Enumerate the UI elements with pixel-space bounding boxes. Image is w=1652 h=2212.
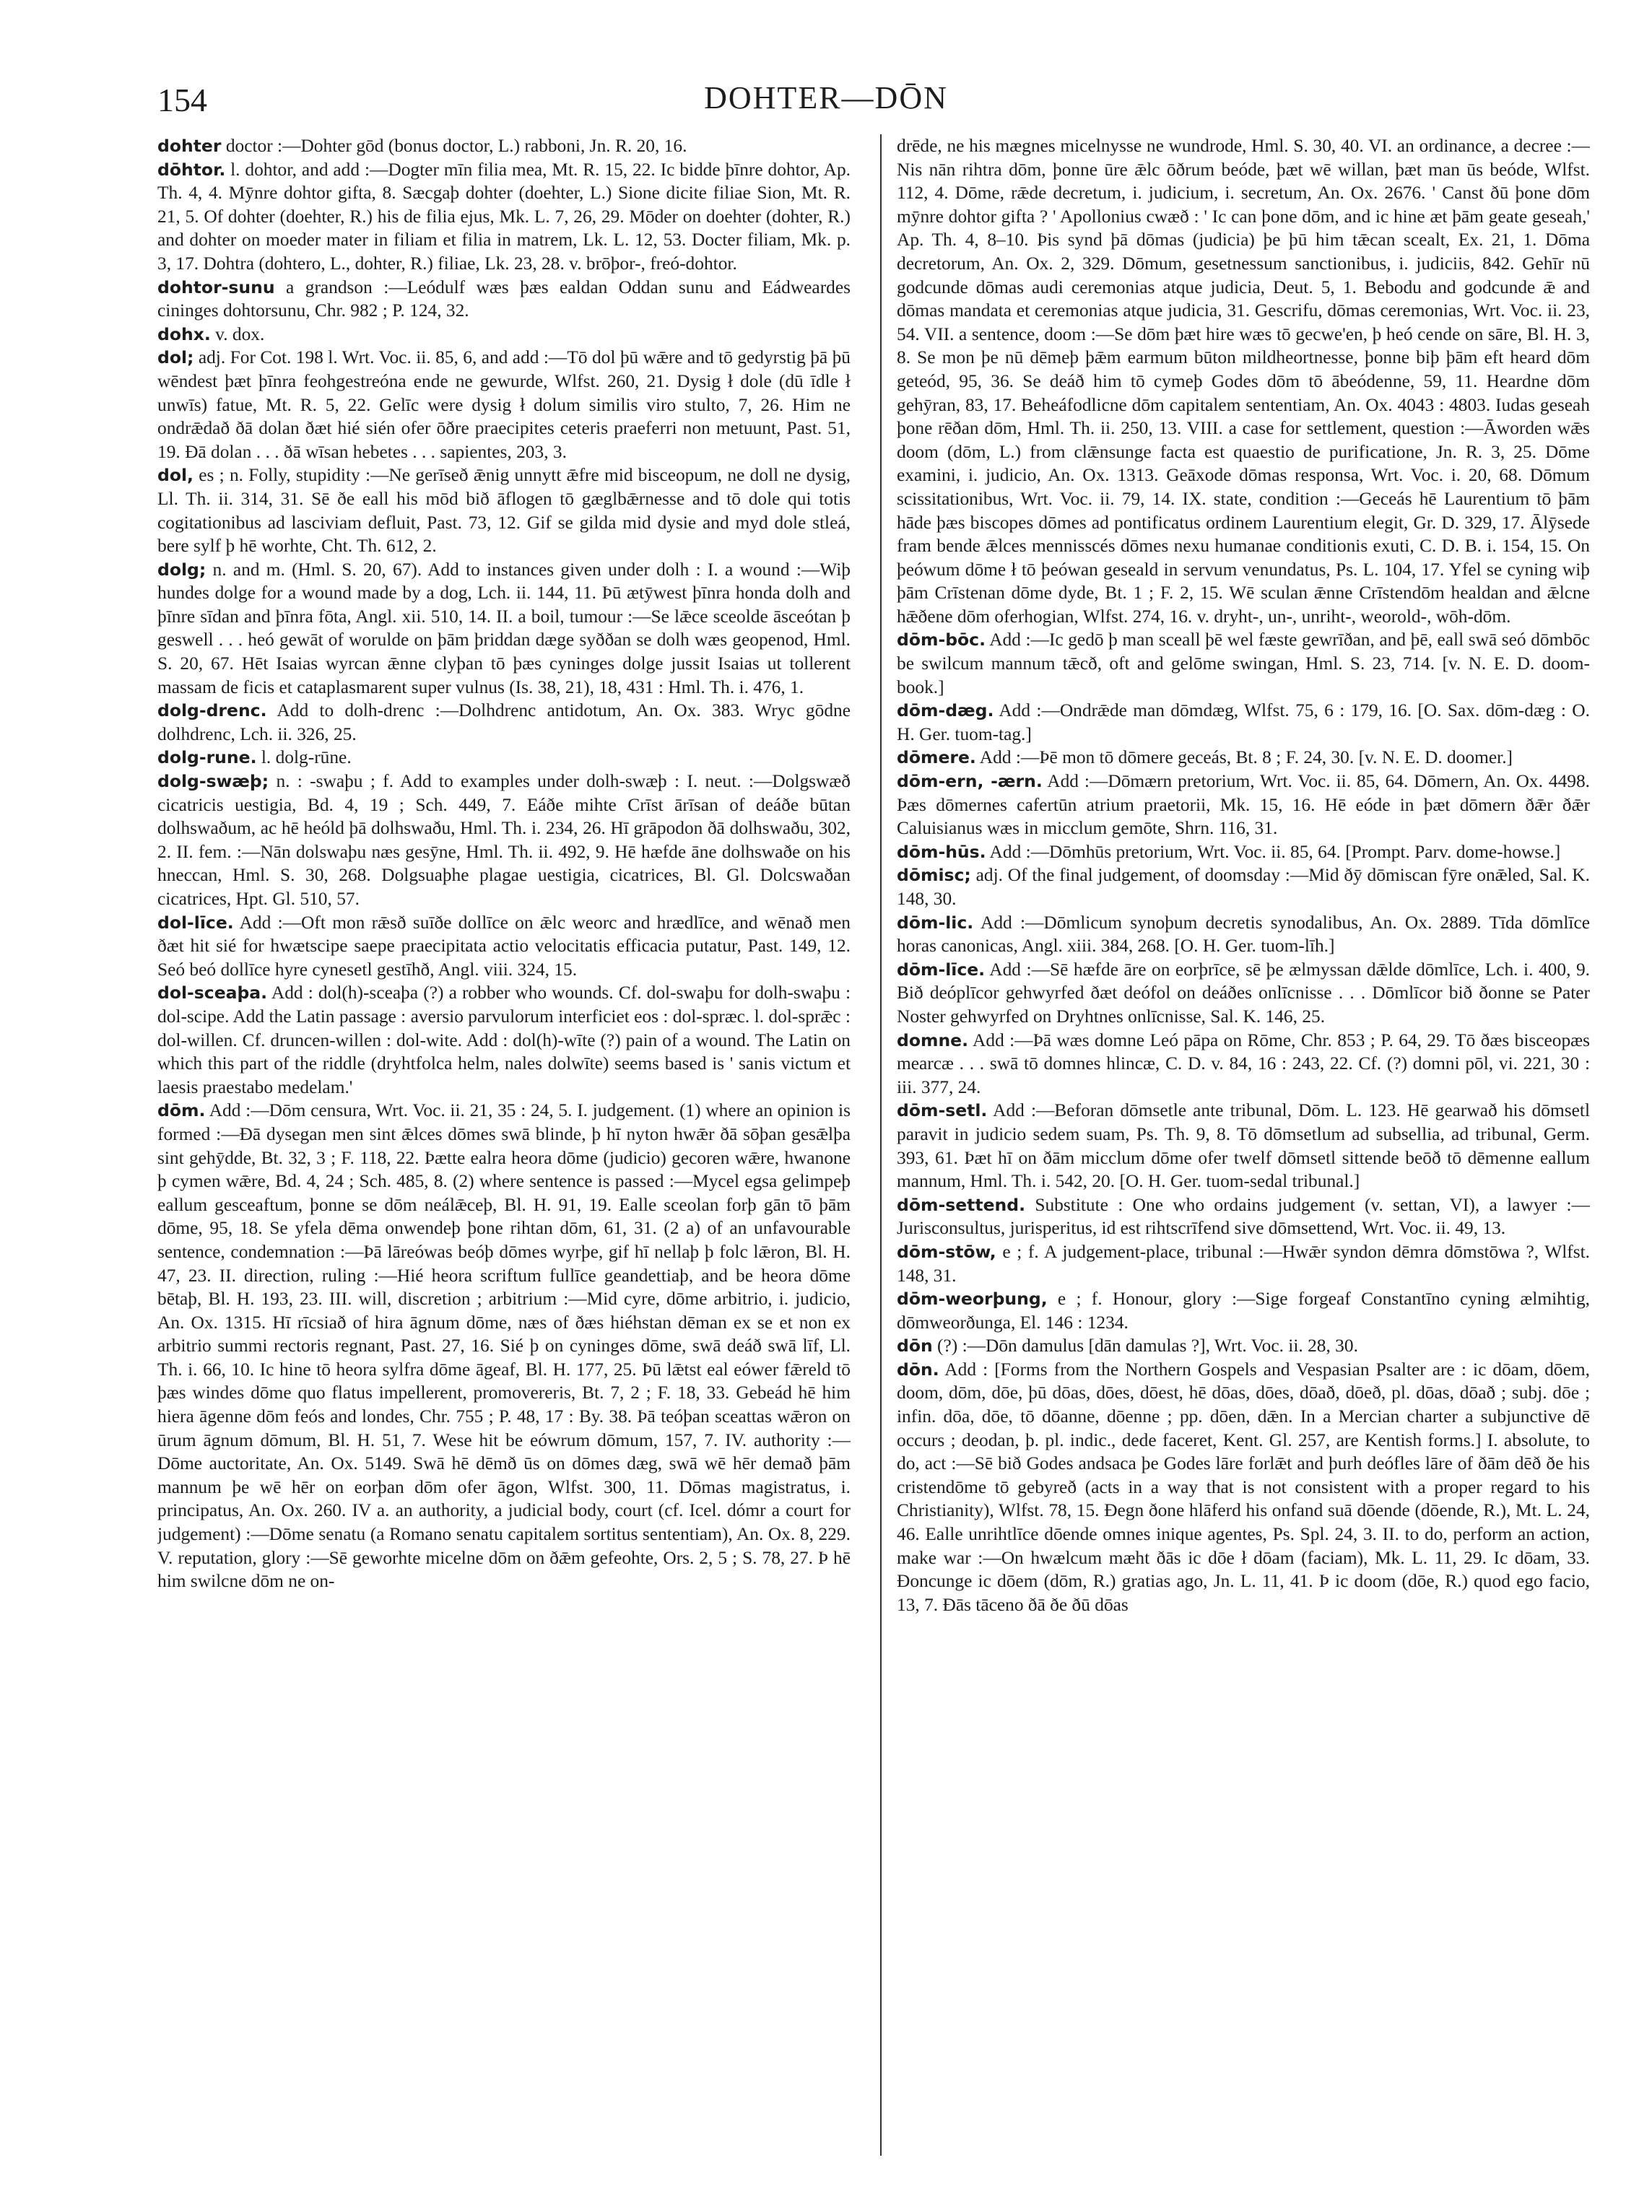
entry-body: drēde, ne his mægnes micelnysse ne wundrode, Hml. S. 30, 40. VI. an ordinance, a decree :—Nis nān rihtra dōm, þonne ūre ǣlc ōðrum beóde, þæt wē willan, þæt man ūs beóde, Wlfst. 112, 4. Dōme, rǣde decretum, i. judicium, i. secretum, An. Ox. 2676. ' Canst ðū þone dōm mȳnre dohtor gifta ? ' Apollonius cwæð : ' Ic can þone dōm, and ic hine æt þām geate geseah,' Ap. Th. 4, 8–10. Þis synd þā dōmas (judicia) þe þū him tǣcan scealt, Ex. 21, 1. Dōma decretorum, An. Ox. 2, 329. Dōmum, gesetnessum sanctionibus, i. judiciis, 842. Gehīr nū godcunde dōmas audi ceremonias atque judicia, Deut. 5, 1. Bebodu and godcunde ǣ and dōmas mandata et ceremonias atque judicia, 31. Gescrifu, dōmas ceremonias, Wrt. Voc. ii. 23, 54. VII. a sentence, doom :—Se dōm þæt hire wæs tō gecwe'en, þ heó cende on sāre, Bl. H. 3, 8. Se mon þe nū dēmeþ þǣm earmum būton mildheortnesse, þonne biþ þām eft heard dōm geteód, 95, 36. Se deáð him tō cymeþ Godes dōm tō ābeódenne, 59, 11. Heardne dōm gehȳran, 83, 17. Beheáfodlicne dōm capitalem sententiam, An. Ox. 4043 : 4803. Iudas geseah þone rēðan dōm, Hml. Th. ii. 250, 13. VIII. a case for settlement, question :—Āworden wǣs doom (dōm, L.) from clǣnsunge facta est quaestio de purificatione, Jn. R. 3, 25. Dōme examini, i. judicio, An. Ox. 1313. Geāxode dōmas responsa, Wrt. Voc. i. 20, 68. Dōmum scissitationibus, Wrt. Voc. ii. 79, 14. IX. state, condition :—Geceás hē Laurentium tō þām hāde þæs biscopes dōmes ad pontificatus ordinem Laurentium elegit, Gr. D. 329, 17. Ālȳsede fram bende ǣlces mennisscés dōmes nexu humanae conditionis exuti, C. D. B. i. 154, 15. On þeówum dōme ł tō þeówan geseald in servum venundatus, Ps. L. 104, 17. Yfel se cyning wiþ þām Crīstenan dōme dyde, Bt. 1 ; F. 2, 15. Wē sculan ǣnne Crīstendōm healdan and ǣlcne hǣðene dōm oferhogian, Wlfst. 274, 16. v. dryht-, un-, unriht-, weorold-, wōh-dōm. (897, 136, 1590, 627)
entry-headword: dōm-weorþung, (897, 1289, 1048, 1310)
entry-headword: dōhtor. (157, 159, 226, 180)
dictionary-entry (157, 346, 851, 463)
dictionary-entry (897, 1287, 1590, 1334)
entry-body: Add : [Forms from the Northern Gospels and Vespasian Psalter are : ic dōam, dōem, doom, dōm, dōe, þū dōas, dōes, dōest, hē dōas, dōes, dōað, dōeð, pl. dōas, dōað ; subj. dōe ; infin. dōa, dōe, tō dōanne, dōenne ; pp. dōen, dǣn. In a Mercian charter a subjunctive dē occurs ; deodan, þ. pl. indic., dede faceret, Kent. Gl. 257, are Kentish forms.] I. absolute, to do, act :—Sē bið Godes andsaca þe Godes lāre forlǣt and þurh deófles lāre of ðām dēð ðe his cristendōme tō gebyreð (acts in a way that is not consistent with a proper regard to his Christianity), Wlfst. 78, 15. Ðegn ðone hlāferd his onfand suā dōende (dōende, R.), Mt. L. 24, 46. Ealle unrihtlīce dōende omnes inique agentes, Ps. Spl. 24, 3. II. to do, perform an action, make war :—On hwælcum mæht ðās ic dōe ł dōam (faciam), Mk. L. 11, 29. Ic dōam, 33. Ðoncunge ic dōem (dōm, R.) gratias ago, Jn. L. 11, 41. Þ ic doom (dōe, R.) quod ego facio, 13, 7. Ðās tāceno ðā ðe ðū dōas (897, 1359, 1590, 1615)
entry-headword: dōm-setl. (897, 1100, 988, 1121)
entry-body: Add :—Beforan dōmsetle ante tribunal, Dōm. L. 123. Hē gearwað his dōmsetl paravit in judicio sedem suam, Ps. Th. 9, 8. Tō dōmsetlum ad subsellia, ad tribunal, Germ. 393, 61. Þæt hī on ðām micclum dōme ofer twelf dōmsetl sittende beōð tō dēmenne eallum mannum, Hml. Th. i. 542, 20. [O. H. Ger. tuom-sedal tribunal.] (897, 1100, 1590, 1192)
entry-body: l. dolg-rūne. (256, 747, 352, 768)
entry-headword: dōm. (157, 1100, 206, 1121)
dictionary-entry (157, 746, 851, 770)
entry-body: a grandson :—Leódulf wæs þæs ealdan Oddan sunu and Eádweardes cininges dohtorsunu, Chr. 982 ; P. 124, 32. (157, 276, 851, 321)
dictionary-entry (157, 323, 851, 347)
entry-body: doctor :—Dohter gōd (bonus doctor, L.) rabboni, Jn. R. 20, 16. (221, 136, 687, 156)
entry-headword: dolg-drenc. (157, 700, 267, 721)
entry-headword: dolg-swæþ; (157, 771, 269, 792)
entry-body: n. : -swaþu ; f. Add to examples under dolh-swæþ : I. neut. :—Dolgswæð cicatricis uestigia, Bd. 4, 19 ; Sch. 449, 7. Eáðe mihte Crīst ārīsan of deáðe būtan dolhswaðum, ac hē heóld þā dolhswaðu, Hml. Th. i. 234, 26. Hī grāpodon ðā dolhswaðu, 302, 2. II. fem. :—Nān dolswaþu næs gesȳne, Hml. Th. ii. 492, 9. Hē hæfde āne dolhswaðe on his hneccan, Hml. S. 30, 268. Dolgsuaþhe plagae uestigia, cicatrices, Bl. Gl. Dolcswaðan cicatrices, Hpt. Gl. 510, 57. (157, 771, 851, 909)
entry-body: Substitute : One who ordains judgement (v. settan, VI), a lawyer :—Jurisconsultus, jurisperitus, id est rihtscrīfend sive dōmsettend, Wrt. Voc. ii. 49, 13. (897, 1194, 1590, 1239)
entry-headword: dōmisc; (897, 865, 971, 886)
dictionary-entry (897, 911, 1590, 958)
entry-headword: dōm-hūs. (897, 841, 986, 862)
dictionary-entry (897, 628, 1590, 699)
dictionary-entry (157, 770, 851, 911)
entry-body: Add :—Dōm censura, Wrt. Voc. ii. 21, 35 : 24, 5. I. judgement. (1) where an opinion is formed :—Ðā dysegan men sint ǣlces dōmes swā blinde, þ hī nyton hwǣr ðā sōþan gesǣlþa sint gehȳdde, Bt. 32, 3 ; F. 118, 22. Þætte ealra heora dōme (judicio) gecoren wǣre, hwanone þ cymen wǣre, Bd. 4, 24 ; Sch. 485, 8. (2) where sentence is passed :—Mycel egsa gelimpeþ eallum gesceaftum, þonne se dōm neálǣceþ, Bl. H. 91, 19. Ealle sceolan forþ gān tō þām dōme, 95, 18. Se yfela dēma onwendeþ þone rihtan dōm, 61, 31. (2 a) of an unfavourable sentence, condemnation :—Þā lāreówas beóþ dōmes wyrþe, gif hī nellaþ þ folc lǣron, Bl. H. 47, 23. II. direction, ruling :—Hié heora scriftum fullīce geandettiaþ, and be heora dōme bētaþ, Bl. H. 193, 23. III. will, discretion ; arbitrium :—Mid cyre, dōme arbitrio, i. judicio, An. Ox. 1315. Hī rīcsiað of hira āgnum dōme, næs of ðæs hiéhstan dēman ex se et non ex arbitrio summi rectoris regnant, Past. 27, 16. Sié þ on cyninges dōme, swā deáð swā līf, Ll. Th. i. 66, 10. Ic hine tō heora sylfra dōme āgeaf, Bl. H. 177, 25. Þū lǣtst eal eówer fǣreld tō þæs windes dōme quo flatus impellerent, promovereris, Bt. 7, 2 ; F. 18, 33. Gebeád hē him hiera āgenne dōm feós and londes, Chr. 755 ; P. 48, 17 : By. 38. Þā teóþan sceattas wǣron on ūrum āgnum dōmum, Bl. H. 51, 7. Wese hit be eówrum dōmum, 157, 7. IV. authority :—Dōme auctoritate, An. Ox. 5149. Swā hē dēmð ūs on dōmes dæg, swā wē hēr demað þām mannum þe wē hēr on eorþan dōm ofer āgon, Wlfst. 300, 11. Dōmas magistratus, i. principatus, An. Ox. 260. IV a. an authority, a judicial body, court (cf. Icel. dómr a court for judgement) :—Dōme senatu (a Romano senatu capitalem sortitus sententiam), An. Ox. 8, 229. V. reputation, glory :—Sē geworhte micelne dōm on ðǣm gefeohte, Ors. 2, 5 ; S. 78, 27. Þ hē him swilcne dōm ne on- (157, 1100, 851, 1592)
dictionary-entry (897, 134, 1590, 628)
page-number: 154 (157, 82, 207, 118)
entry-body: Add :—Oft mon rǣsð suīðe dollīce on ǣlc weorc and hrædlīce, and wēnað men ðæt hit sié for hwætscipe saepe praecipitata actio velocitatis efficacia putatur, Past. 149, 12. Seó beó dollīce hyre cynesetl gestīhð, Angl. viii. 324, 15. (157, 912, 851, 980)
dictionary-entry (897, 863, 1590, 910)
left-column (157, 134, 851, 2156)
dictionary-entry (897, 699, 1590, 746)
dictionary-entry (897, 746, 1590, 770)
entry-body: Add :—Dōmærn pretorium, Wrt. Voc. ii. 85, 64. Dōmern, An. Ox. 4498. Þæs dōmernes cafertūn atrium praetorii, Mk. 15, 16. Hē eóde in þæt dōmern ðǣr ðǣr Caluisianus wæs in micclum gemōte, Shrn. 116, 31. (897, 771, 1590, 839)
entry-body: Add :—Ic gedō þ man sceall þē wel fæste gewrīðan, and þē, eall swā seó dōmbōc be swilcum mannum tǣcð, oft and gelōme swingan, Hml. S. 23, 714. [v. N. E. D. doom-book.] (897, 630, 1590, 697)
entry-body: Add :—Sē hæfde āre on eorþrīce, sē þe ælmyssan dǣlde dōmlīce, Lch. i. 400, 9. Bið deóplīcor gehwyrfed ðæt deófol on deáðes onlīcnisse . . . Dōmlīcor bið ðonne se Pater Noster gehwyrfed on Dryhtnes onlīcnisse, Sal. K. 146, 25. (897, 959, 1590, 1027)
right-column (897, 134, 1590, 2156)
dictionary-entry (157, 911, 851, 982)
entry-body: n. and m. (Hml. S. 20, 67). Add to instances given under dolh : I. a wound :—Wiþ hundes dolge for a wound made by a dog, Lch. ii. 144, 11. Þū ætȳwest þīnra honda dolh and þīnre sīdan and þīnra fōta, Angl. xii. 510, 14. II. a boil, tumour :—Se lǣce sceolde āsceótan þ geswell . . . heó gewāt of worulde on þām þriddan dæge syððan se dolh wæs geopenod, Hml. S. 20, 67. Hēt Isaias wyrcan ǣnne clyþan tō þæs cyninges dolge jussit Isaias ut tollerent massam de ficis et cataplasmarent super vulnus (Is. 38, 21), 18, 431 : Hml. Th. i. 476, 1. (157, 559, 851, 697)
entry-headword: domne. (897, 1029, 969, 1050)
entry-headword: dohter (157, 136, 222, 156)
entry-headword: dōn. (897, 1359, 939, 1380)
dictionary-entry (157, 134, 851, 158)
entry-headword: dol; (157, 347, 194, 368)
entry-body: l. dohtor, and add :—Dogter mīn filia mea, Mt. R. 15, 22. Ic bidde þīnre dohtor, Ap. Th. 4, 4. Mȳnre dohtor gifta, 8. Sæcgaþ dohter (doehter, L.) Sione dicite filiae Sion, Mt. R. 21, 5. Of dohter (doehter, R.) his de filia ejus, Mk. L. 7, 26, 29. Mōder on doehter (dohter, R.) and dohter on moeder mater in filiam et filia in matrem, Lk. L. 12, 53. Docter filiam, Mk. p. 3, 17. Dohtra (dohtero, L., dohter, R.) filiae, Lk. 23, 28. v. brōþor-, freó-dohtor. (157, 159, 851, 274)
dictionary-entry (157, 158, 851, 276)
entry-body: Add :—Þē mon tō dōmere geceás, Bt. 8 ; F. 24, 30. [v. N. E. D. doomer.] (975, 747, 1513, 768)
entry-body: Add :—Dōmhūs pretorium, Wrt. Voc. ii. 85, 64. [Prompt. Parv. dome-howse.] (986, 841, 1561, 862)
dictionary-entry (897, 1334, 1590, 1358)
dictionary-entry (157, 276, 851, 323)
entry-headword: dolg-rune. (157, 747, 257, 768)
entry-body: e ; f. A judgement-place, tribunal :—Hwǣr syndon dēmra dōmstōwa ?, Wlfst. 148, 31. (897, 1241, 1590, 1286)
entry-headword: dol, (157, 465, 194, 486)
entry-headword: dol-sceaþa. (157, 983, 268, 1003)
dictionary-entry (897, 770, 1590, 840)
dictionary-entry (157, 463, 851, 557)
dictionary-entry (897, 1029, 1590, 1100)
entry-body: es ; n. Folly, stupidity :—Ne gerīseð ǣnig unnytt ǣfre mid bisceopum, ne doll ne dysig, Ll. Th. ii. 314, 31. Sē ðe eall his mōd bið āflogen tō gæglbǣrnesse and tō dole qui totis cogitationibus ad lasciviam defluit, Past. 73, 12. Gif se gilda mid dysie and myd dole stleá, bere sylf þ hē worhte, Cht. Th. 612, 2. (157, 465, 851, 557)
dictionary-entry (897, 1193, 1590, 1240)
dictionary-entry (897, 958, 1590, 1029)
dictionary-entry (897, 1099, 1590, 1193)
entry-headword: dōm-līce. (897, 959, 986, 980)
dictionary-entry (157, 699, 851, 746)
entry-body: Add to dolh-drenc :—Dolhdrenc antidotum, An. Ox. 383. Wryc gōdne dolhdrenc, Lch. ii. 326, 25. (157, 700, 851, 744)
entry-body: Add :—Dōmlicum synoþum decretis synodalibus, An. Ox. 2889. Tīda dōmlīce horas canonicas, Angl. xiii. 384, 268. [O. H. Ger. tuom-līh.] (897, 912, 1590, 957)
entry-headword: dohx. (157, 323, 211, 344)
entry-body: adj. For Cot. 198 l. Wrt. Voc. ii. 85, 6, and add :—Tō dol þū wǣre and tō gedyrstig þā þū wēndest þæt þīnra feohgestreóna ende ne gewurde, Wlfst. 260, 21. Dysig ł dole (dū īdle ł unwīs) fatue, Mt. R. 5, 22. Gelīc were dysig ł dolum similis viro stulto, 7, 26. Him ne ondrǣdað ðā dolan ðæt hié sién ofer ōðre praecipites ceteris praeferri non metuunt, Past. 51, 19. Ðā dolan . . . ðā wīsan hebetes . . . sapientes, 203, 3. (157, 347, 851, 462)
entry-body: (?) :—Dōn damulus [dān damulas ?], Wrt. Voc. ii. 28, 30. (932, 1336, 1358, 1357)
entry-headword: dohtor-sunu (157, 276, 275, 297)
dictionary-entry (897, 840, 1590, 864)
entry-body: Add :—Ondrǣde man dōmdæg, Wlfst. 75, 6 : 179, 16. [O. Sax. dōm-dæg : O. H. Ger. tuom-tag.] (897, 700, 1590, 744)
entry-body: Add :—Þā wæs domne Leó pāpa on Rōme, Chr. 853 ; P. 64, 29. Tō ðæs bisceopæs mearcæ . . . swā tō domnes hlincæ, C. D. v. 84, 16 : 243, 22. Cf. (?) domni pōl, vi. 221, 30 : iii. 377, 24. (897, 1029, 1590, 1097)
dictionary-entry (157, 558, 851, 700)
entry-headword: dōm-ern, -ærn. (897, 771, 1043, 792)
entry-headword: dōm-bōc. (897, 630, 986, 650)
entry-body: e ; f. Honour, glory :—Sige forgeaf Constantīno cyning ælmihtig, dōmweorðunga, El. 146 : 1234. (897, 1289, 1590, 1333)
column-divider (880, 134, 882, 2156)
entry-headword: dol-līce. (157, 912, 234, 933)
dictionary-entry (897, 1358, 1590, 1617)
entry-headword: dōmere. (897, 747, 976, 768)
entry-body: adj. Of the final judgement, of doomsday :—Mid ðȳ dōmiscan fȳre onǣled, Sal. K. 148, 30. (897, 865, 1590, 909)
entry-headword: dōm-stōw, (897, 1241, 996, 1262)
entry-body: v. dox. (210, 323, 265, 344)
entry-headword: dōm-settend. (897, 1194, 1026, 1215)
entry-headword: dōm-lic. (897, 912, 974, 933)
entry-body: Add : dol(h)-sceaþa (?) a robber who wounds. Cf. dol-swaþu for dolh-swaþu : dol-scipe. Add the Latin passage : aversio parvulorum interficiet eos : dol-spræc. l. dol-sprǣc : dol-willen. Cf. druncen-willen : dol-wite. Add : dol(h)-wīte (?) pain of a wound. The Latin on which this part of the riddle (dryhtfolca helm, nales dolwīte) seems based is ' sanis victum et laesis praestabo medelam.' (157, 983, 851, 1097)
dictionary-entry (157, 981, 851, 1099)
dictionary-entry (157, 1099, 851, 1593)
entry-headword: dolg; (157, 559, 206, 580)
running-head: DOHTER—DŌN (704, 80, 948, 116)
entry-headword: dōm-dæg. (897, 700, 994, 721)
dictionary-entry (897, 1240, 1590, 1287)
entry-headword: dōn (897, 1336, 933, 1357)
